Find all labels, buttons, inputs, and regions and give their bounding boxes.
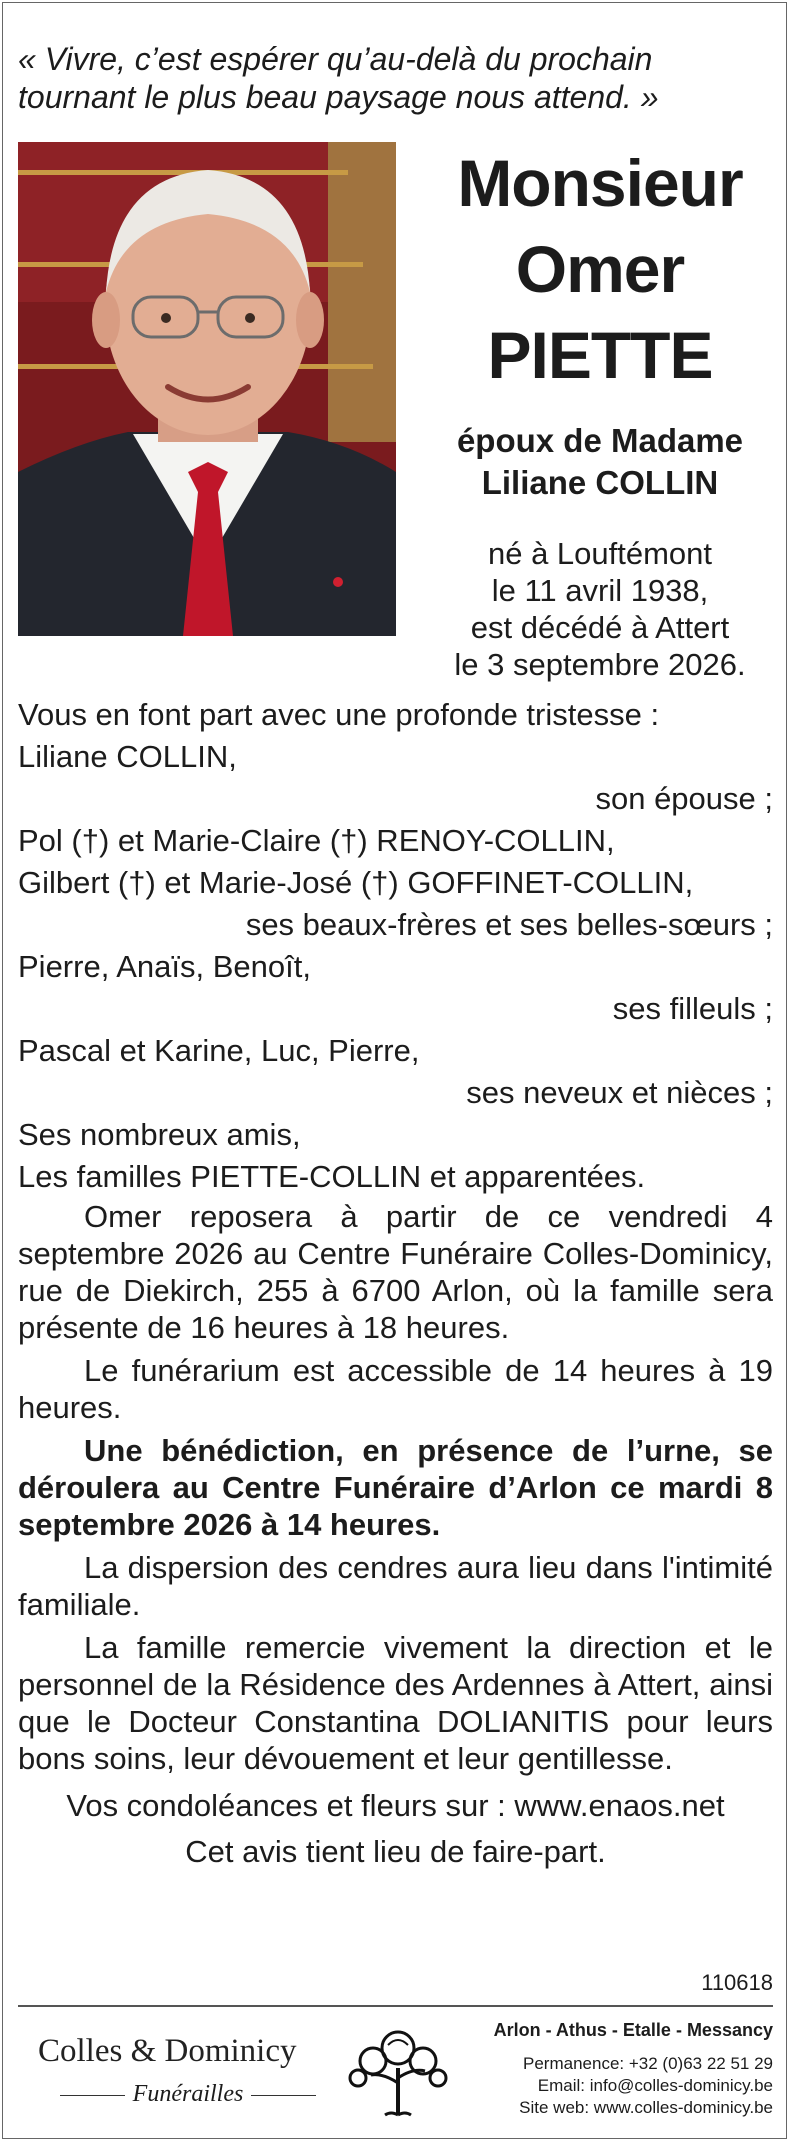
website-line: Site web: www.colles-dominicy.be — [519, 2098, 773, 2117]
name-first: Omer — [515, 232, 685, 306]
name-title: Monsieur — [457, 146, 743, 220]
spouse-line-2: Liliane COLLIN — [481, 464, 719, 501]
deceased-name — [410, 140, 790, 398]
funeral-home-subtitle — [38, 2081, 338, 2108]
friends-line: Ses nombreux amis, — [18, 1117, 301, 1152]
ashes-paragraph: La dispersion des cendres aura lieu dans l'intimité familiale. — [18, 1550, 773, 1622]
family-name: Pol (†) et Marie-Claire (†) RENOY-COLLIN, — [18, 823, 615, 858]
subtitle-rule-left — [60, 2095, 125, 2096]
notice-body — [18, 694, 773, 1873]
intro-text: Vous en font part avec une profonde tristesse : — [18, 697, 660, 732]
phone-line: Permanence: +32 (0)63 22 51 29 — [523, 2054, 773, 2073]
reference-number: 110618 — [701, 1970, 773, 1995]
funeral-home-brand: Colles & Dominicy — [38, 2033, 297, 2069]
birth-line: le 11 avril 1938, — [491, 573, 709, 608]
deceased-portrait — [18, 142, 396, 636]
branch-cities: Arlon - Athus - Etalle - Messancy — [493, 2020, 773, 2040]
email-line: Email: info@colles-dominicy.be — [537, 2076, 773, 2095]
family-relation: son épouse ; — [595, 781, 773, 816]
spouse-line-1: époux de Madame — [456, 422, 744, 459]
faire-part-notice: Cet avis tient lieu de faire-part. — [185, 1834, 606, 1869]
condolences-line: Vos condoléances et fleurs sur : www.enaos.net — [66, 1788, 725, 1823]
birth-line: le 3 septembre 2026. — [454, 647, 746, 682]
family-relation: ses beaux-frères et ses belles-sœurs ; — [245, 907, 773, 942]
birth-line: est décédé à Attert — [470, 610, 730, 645]
blessing-paragraph: Une bénédiction, en présence de l’urne, se déroulera au Centre Funéraire d’Arlon ce mardi 8 septembre 2026 à 14 heures. — [18, 1433, 773, 1542]
family-name: Pascal et Karine, Luc, Pierre, — [18, 1033, 420, 1068]
thanks-paragraph: La famille remercie vivement la direction et le personnel de la Résidence des Ardennes à Attert, ainsi que le Docteur Constantina DOLIANITIS pour leurs bons soins, leur dévouement et leur gentillesse. — [18, 1630, 773, 1776]
birth-death-info — [410, 535, 790, 683]
contact-details — [519, 2053, 773, 2119]
family-name: Gilbert (†) et Marie-José (†) GOFFINET-COLLIN, — [18, 865, 694, 900]
spouse-info — [410, 420, 790, 504]
birth-line: né à Louftémont — [487, 536, 713, 571]
access-paragraph: Le funérarium est accessible de 14 heures à 19 heures. — [18, 1353, 773, 1425]
family-name: Liliane COLLIN, — [18, 739, 237, 774]
subtitle-rule-right — [251, 2095, 316, 2096]
family-name: Pierre, Anaïs, Benoît, — [18, 949, 311, 984]
tree-logo-icon — [343, 2023, 453, 2123]
friends-line: Les familles PIETTE-COLLIN et apparentées. — [18, 1159, 646, 1194]
subtitle-text: Funérailles — [132, 2081, 244, 2107]
epigraph-quote: « Vivre, c’est espérer qu’au-delà du prochain tournant le plus beau paysage nous attend. » — [18, 41, 659, 115]
family-relation: ses filleuls ; — [612, 991, 773, 1026]
footer-divider — [18, 2005, 773, 2007]
funeral-home-footer — [18, 2015, 773, 2130]
rest-paragraph: Omer reposera à partir de ce vendredi 4 septembre 2026 au Centre Funéraire Colles-Dominicy, rue de Diekirch, 255 à 6700 Arlon, où la famille sera présente de 16 heures à 18 heures. — [18, 1199, 773, 1345]
name-last: PIETTE — [487, 318, 713, 392]
family-relation: ses neveux et nièces ; — [466, 1075, 773, 1110]
